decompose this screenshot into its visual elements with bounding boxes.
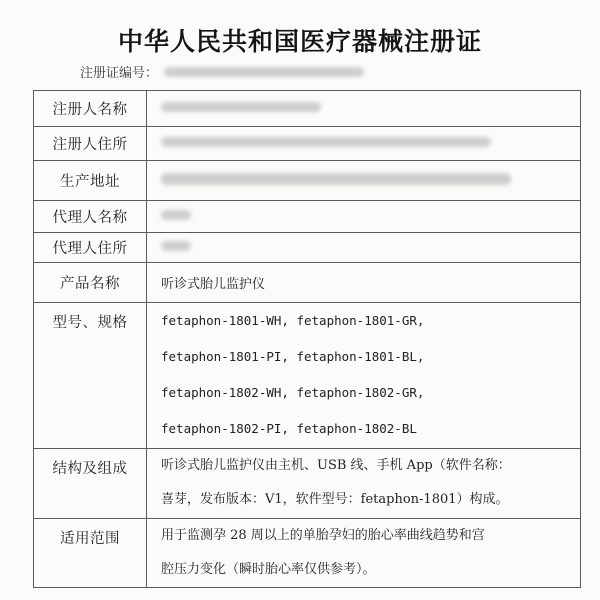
agent-address-label: 代理人住所 bbox=[34, 233, 147, 263]
models-value bbox=[147, 303, 581, 449]
row-agent-address bbox=[34, 233, 581, 263]
structure-value bbox=[147, 449, 581, 519]
scope-value bbox=[147, 519, 581, 588]
row-scope bbox=[34, 519, 581, 588]
agent-name-label: 代理人名称 bbox=[34, 201, 147, 233]
structure-line: 喜芽，发布版本：V1，软件型号：fetaphon-1801）构成。 bbox=[161, 492, 509, 507]
model-line: fetaphon-1802-WH, fetaphon-1802-GR, bbox=[161, 385, 425, 400]
agent-name-value bbox=[147, 201, 581, 233]
scope-line: 腔压力变化（瞬时胎心率仅供参考）。 bbox=[161, 562, 376, 577]
registration-number-label: 注册证编号： bbox=[80, 66, 159, 81]
structure-line: 听诊式胎儿监护仪由主机、USB 线、手机 App（软件名称： bbox=[161, 458, 511, 473]
scope-label: 适用范围 bbox=[34, 519, 147, 588]
redacted-agent-address bbox=[161, 241, 191, 251]
certificate-table bbox=[33, 90, 581, 588]
registrant-address-label: 注册人住所 bbox=[34, 127, 147, 161]
row-structure bbox=[34, 449, 581, 519]
structure-label: 结构及组成 bbox=[34, 449, 147, 519]
production-address-label: 生产地址 bbox=[34, 161, 147, 201]
agent-address-value bbox=[147, 233, 581, 263]
registrant-name-value bbox=[147, 91, 581, 127]
model-line: fetaphon-1802-PI, fetaphon-1802-BL bbox=[161, 421, 417, 436]
redacted-registrant-address bbox=[161, 137, 491, 147]
row-agent-name bbox=[34, 201, 581, 233]
product-name-value: 听诊式胎儿监护仪 bbox=[147, 263, 581, 303]
row-product-name bbox=[34, 263, 581, 303]
registrant-address-value bbox=[147, 127, 581, 161]
product-name-label: 产品名称 bbox=[34, 263, 147, 303]
redacted-registrant-name bbox=[161, 102, 321, 112]
model-line: fetaphon-1801-PI, fetaphon-1801-BL, bbox=[161, 349, 425, 364]
redacted-agent-name bbox=[161, 210, 191, 220]
row-production-address bbox=[34, 161, 581, 201]
row-registrant-address bbox=[34, 127, 581, 161]
certificate-title: 中华人民共和国医疗器械注册证 bbox=[117, 27, 482, 56]
registration-number bbox=[80, 62, 364, 81]
redacted-registration-number bbox=[164, 67, 364, 77]
row-models bbox=[34, 303, 581, 449]
row-registrant-name bbox=[34, 91, 581, 127]
model-line: fetaphon-1801-WH, fetaphon-1801-GR, bbox=[161, 313, 425, 328]
scope-line: 用于监测孕 28 周以上的单胎孕妇的胎心率曲线趋势和宫 bbox=[161, 528, 485, 543]
production-address-value bbox=[147, 161, 581, 201]
registrant-name-label: 注册人名称 bbox=[34, 91, 147, 127]
models-label: 型号、规格 bbox=[34, 303, 147, 449]
redacted-production-address bbox=[161, 173, 511, 185]
